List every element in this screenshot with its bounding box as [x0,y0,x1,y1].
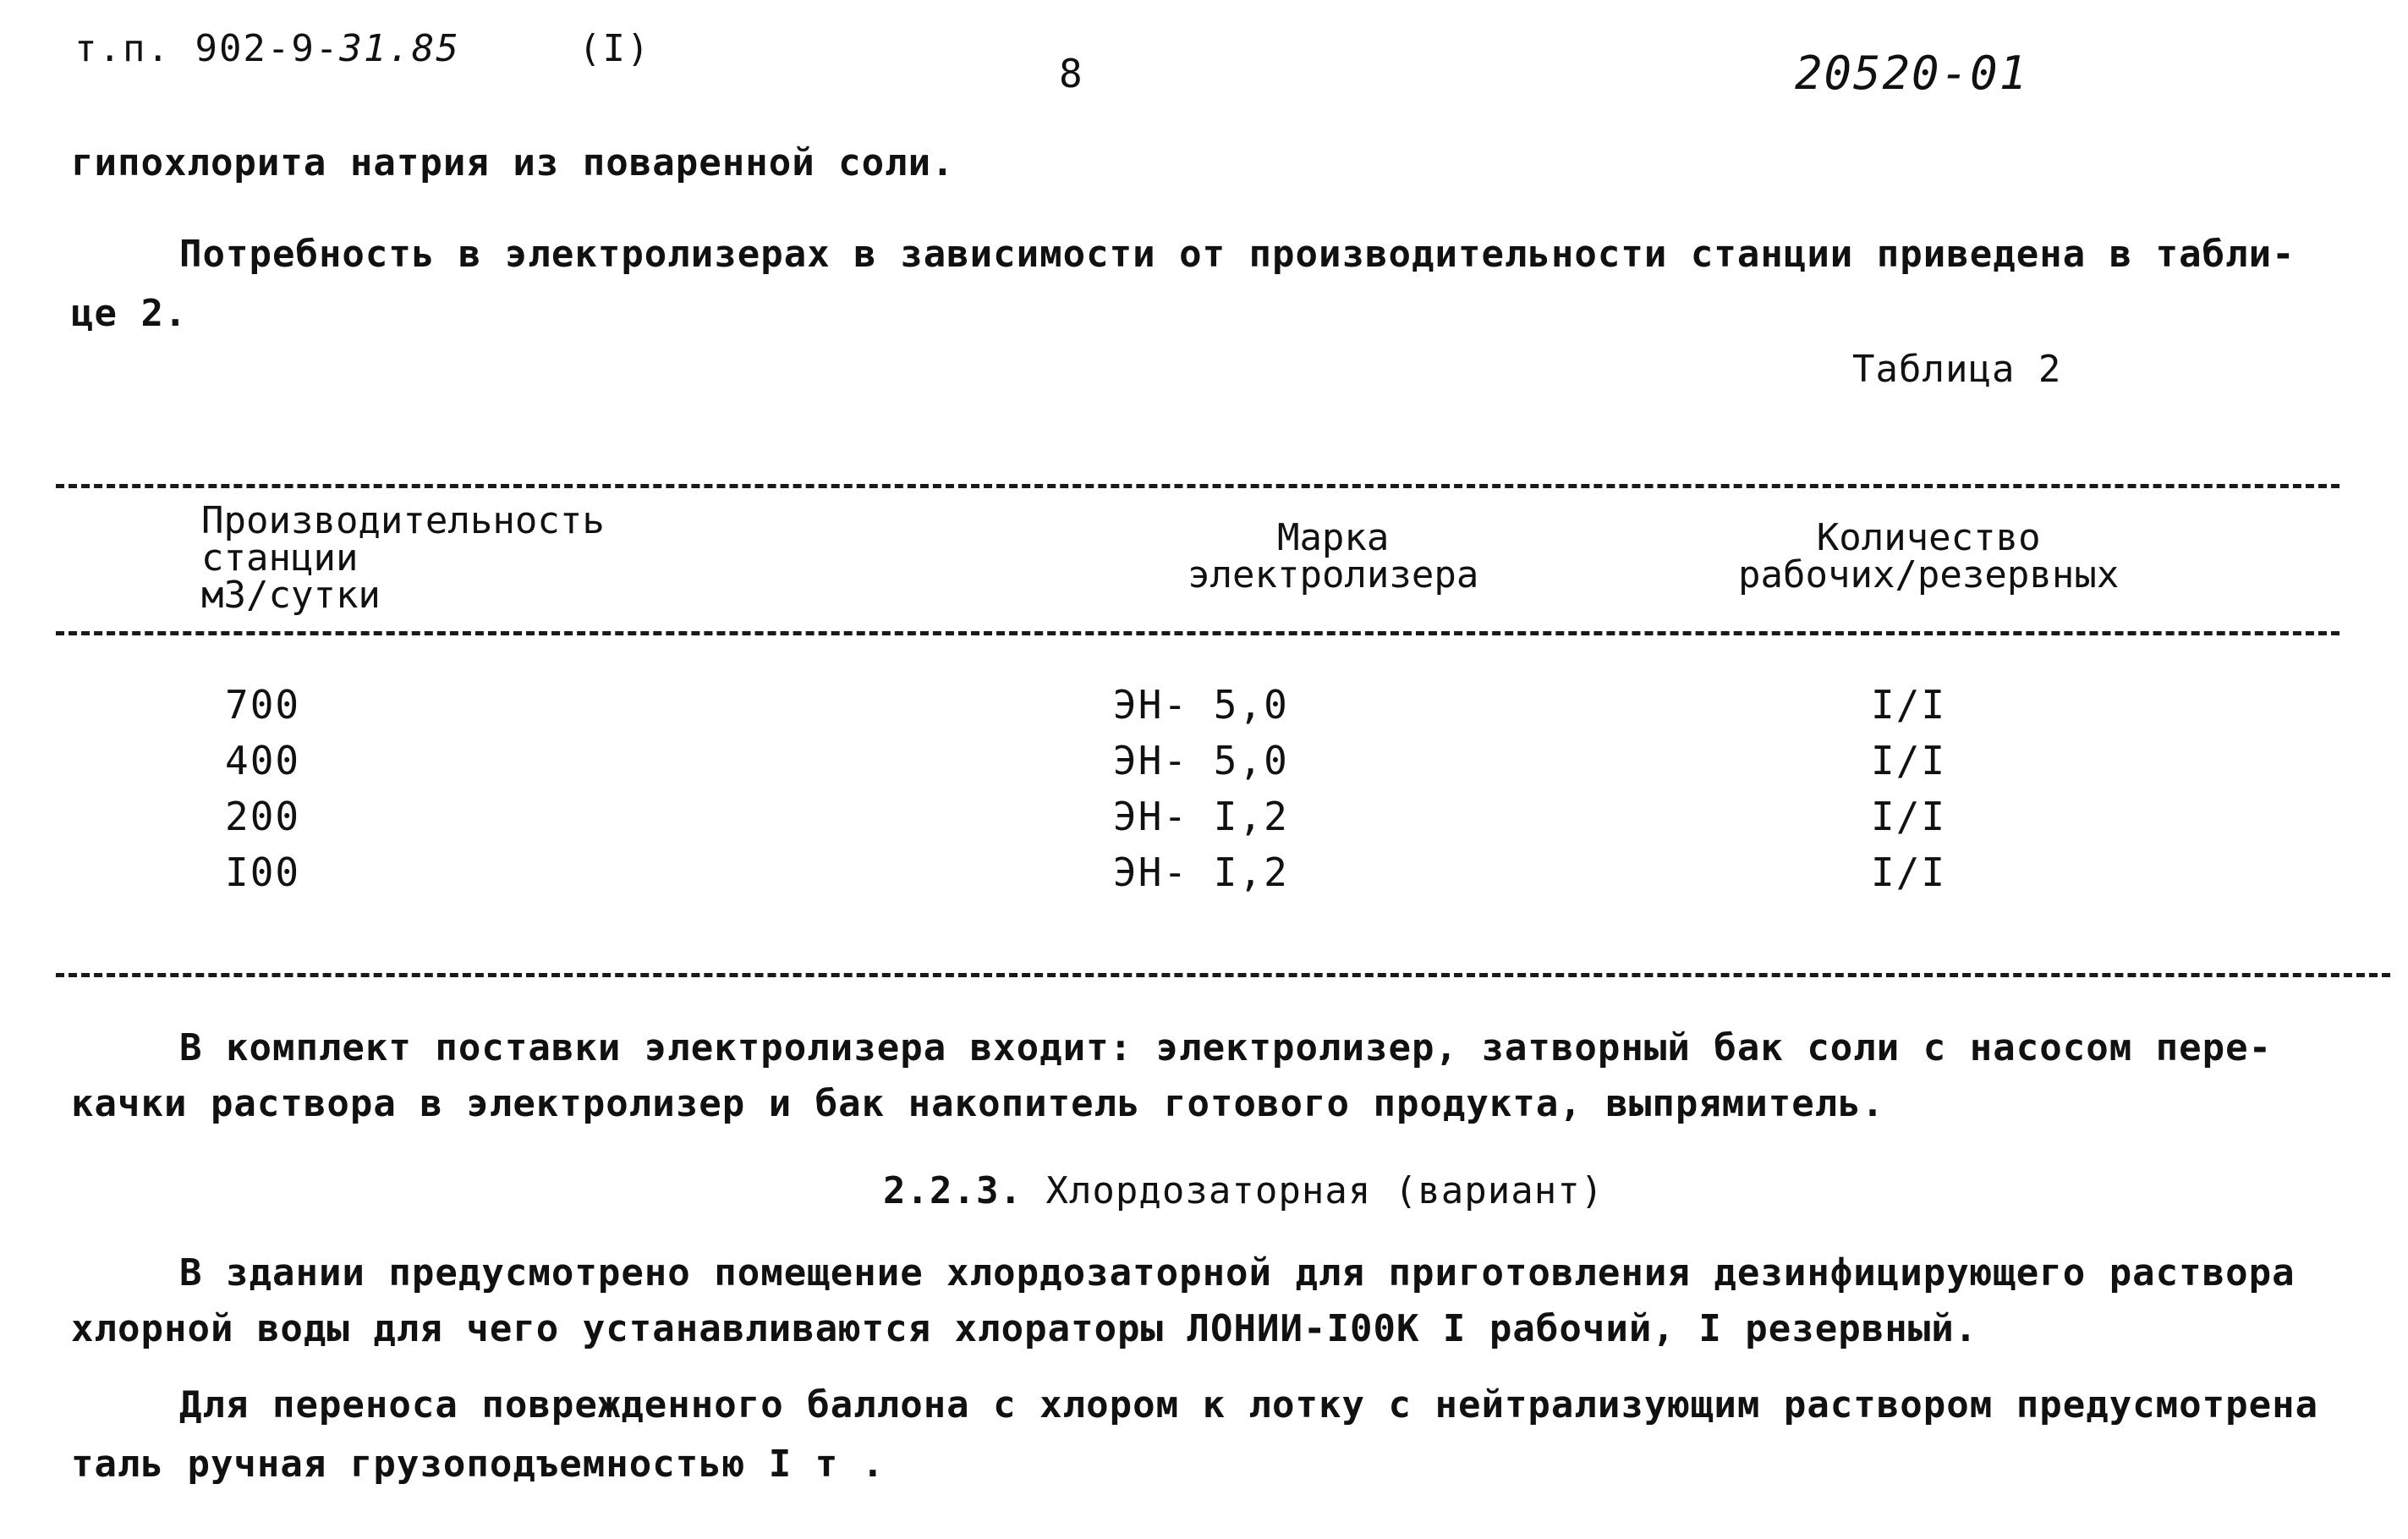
cell-capacity: I00 [225,849,301,895]
doc-code: 20520-01 [1795,47,2029,100]
cell-count: I/I [1871,682,1947,728]
sheet-variant: (I) [579,27,651,70]
section-number: 2.2.3. [883,1169,1023,1212]
doc-ref [74,27,460,70]
cell-capacity: 700 [225,682,301,728]
doc-ref-number: 31.85 [339,27,460,70]
column-header-model: Марка электролизера [1188,516,1479,596]
table-caption: Таблица 2 [1852,348,2062,391]
paragraph-delivery-line2: качки раствора в электролизер и бак накопитель готового продукта, выпрямитель. [71,1082,1885,1125]
cell-count: I/I [1871,794,1947,839]
paragraph-need-line1: Потребность в электролизерах в зависимости от производительности станции приведена в табли- [179,233,2296,276]
paragraph-intro: гипохлорита натрия из поваренной соли. [71,141,955,184]
paragraph-need-line2: це 2. [71,292,188,335]
section-title: Хлордозаторная (вариант) [1045,1169,1604,1212]
column-header-capacity: Производительность станции м3/сутки [201,499,605,617]
cell-count: I/I [1871,738,1947,783]
cell-capacity: 200 [225,794,301,839]
table-bottom-rule [56,973,2390,977]
cell-model: ЭН- 5,0 [1113,682,1289,728]
cell-model: ЭН- I,2 [1113,849,1289,895]
cell-capacity: 400 [225,738,301,783]
paragraph-hoist-line2: таль ручная грузоподъемностью I т . [71,1443,886,1486]
cell-model: ЭН- I,2 [1113,794,1289,839]
section-heading [883,1169,1604,1212]
paragraph-delivery-line1: В комплект поставки электролизера входит: электролизер, затворный бак соли с насосом пере- [179,1026,2273,1069]
table-top-rule [56,484,2339,488]
paragraph-room-line1: В здании предусмотрено помещение хлордозаторной для приготовления дезинфицирующего раствора [179,1251,2296,1294]
column-header-count: Количество рабочих/резервных [1738,516,2120,596]
cell-model: ЭН- 5,0 [1113,738,1289,783]
doc-ref-prefix: т.п. 902-9- [74,27,340,70]
paragraph-hoist-line1: Для переноса поврежденного баллона с хлором к лотку с нейтрализующим раствором предусмотрена [179,1383,2319,1426]
table-header-rule [56,631,2339,635]
paragraph-room-line2: хлорной воды для чего устанавливаются хлораторы ЛОНИИ-I00К I рабочий, I резервный. [71,1307,1978,1350]
page-number: 8 [1059,51,1083,96]
cell-count: I/I [1871,849,1947,895]
